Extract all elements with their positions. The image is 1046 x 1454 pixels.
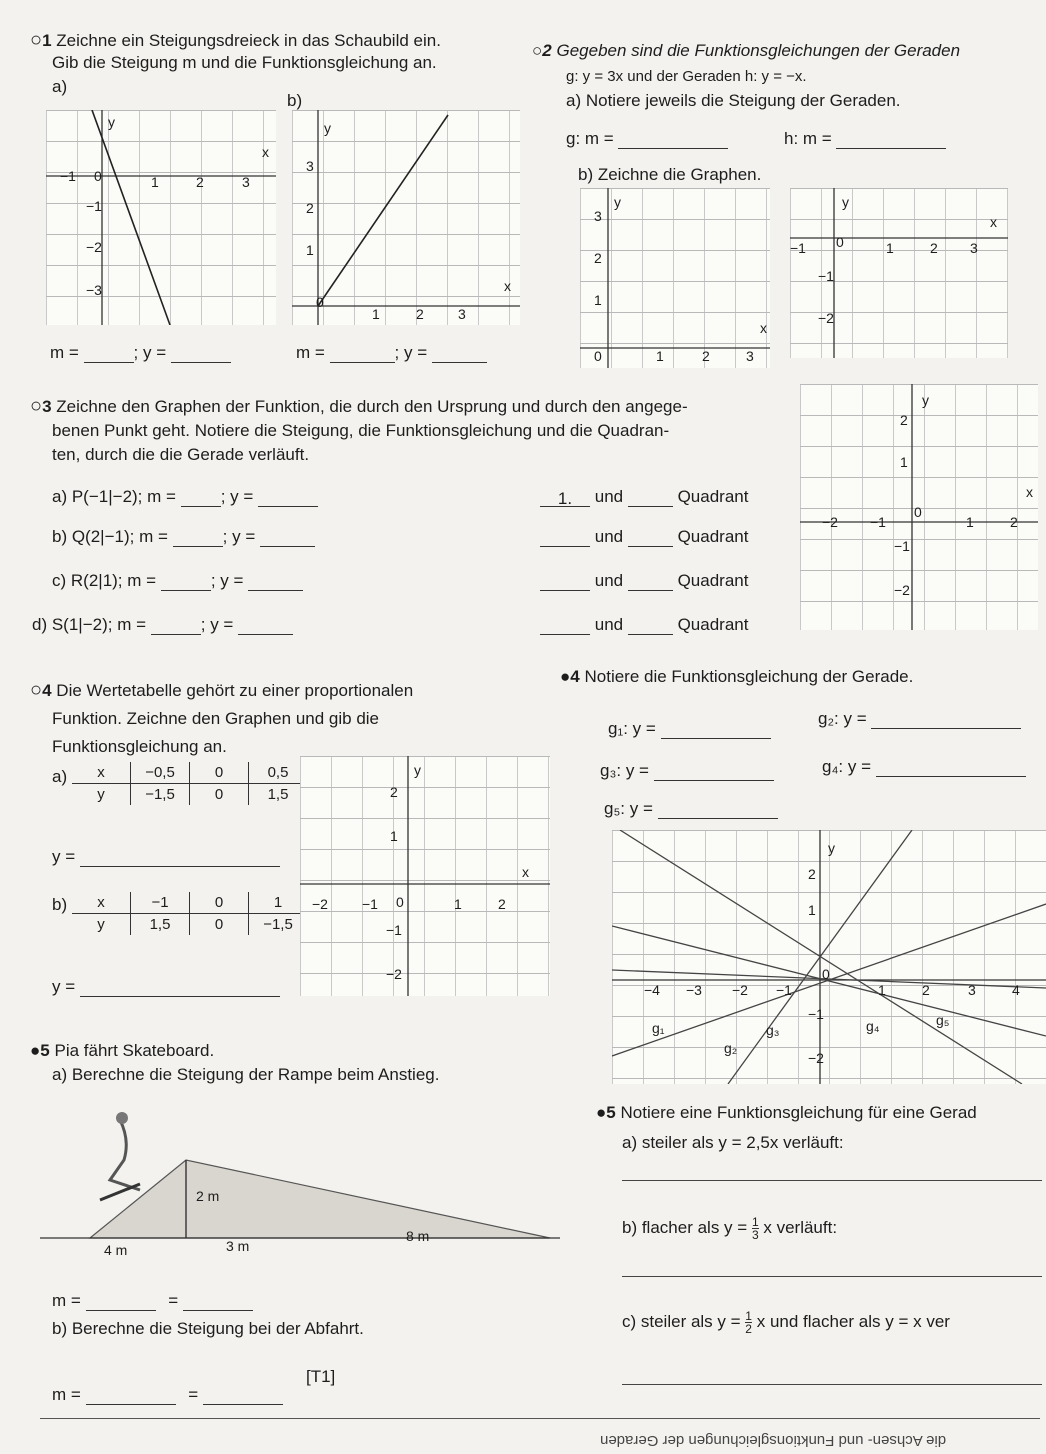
axis-x-label: x [1026, 484, 1033, 500]
table-cell: 0 [190, 892, 249, 914]
axis-x-label: x [990, 214, 997, 230]
tick: 3 [746, 348, 754, 364]
m-blank[interactable] [161, 572, 211, 591]
task4a-b-answer: y = [52, 976, 280, 997]
tick: −1 [870, 514, 886, 530]
tick: −2 [386, 966, 402, 982]
task2-b: b) Zeichne die Graphen. [578, 165, 762, 184]
value-table-a [72, 762, 307, 805]
tick: 0 [316, 294, 324, 310]
tick: −2 [894, 582, 910, 598]
task5a-a: a) Berechne die Steigung der Rampe beim Anstieg. [52, 1065, 440, 1084]
g-m-blank[interactable] [618, 130, 728, 149]
tick: 2 [306, 200, 314, 216]
tick: 1 [878, 982, 886, 998]
task1-a-label: a) [52, 77, 68, 96]
task4b-header: ●4 Notiere die Funktionsgleichung der Gerade. [560, 667, 914, 686]
table-cell: x [72, 892, 131, 914]
task3-line2: benen Punkt geht. Notiere die Steigung, die Funktionsgleichung und die Quadran- [52, 421, 670, 440]
dim-top: 3 m [226, 1238, 250, 1254]
m-blank[interactable] [86, 1292, 156, 1311]
tick: 2 [930, 240, 938, 256]
g5-answer: g₅: y = [604, 798, 778, 819]
task1-a-answer: m = ; y = [50, 342, 231, 363]
task2-h-m: h: m = [784, 128, 946, 149]
table-cell: 0 [190, 784, 249, 806]
task4a-line2: Funktion. Zeichne den Graphen und gib die [52, 709, 380, 728]
task3-row-a: a) P(−1|−2); m = ; y = [52, 486, 318, 507]
tick: −1 [60, 168, 76, 184]
fraction-one-third: $\frac{1}{3}$ [751, 1215, 759, 1242]
g2-answer: g₂: y = [818, 708, 1021, 729]
line-label-g2: g₂ [724, 1040, 738, 1056]
tick: 3 [970, 240, 978, 256]
tick: −2 [818, 310, 834, 326]
footer-line [40, 1418, 1040, 1419]
axis-x-label: x [262, 144, 269, 160]
task5b-a: a) steiler als y = 2,5x verläuft: [622, 1133, 844, 1152]
tick: 1 [656, 348, 664, 364]
y-blank[interactable] [258, 488, 318, 507]
table-cell: 0 [190, 914, 249, 936]
tick: −1 [776, 982, 792, 998]
line-label-g1: g₁ [652, 1020, 665, 1036]
tick: 0 [594, 348, 602, 364]
task3-grid[interactable] [800, 384, 1038, 630]
tick: −2 [822, 514, 838, 530]
tick: 2 [900, 412, 908, 428]
task5a-a-answer: m = = [52, 1290, 253, 1311]
task4b-title: Notiere die Funktionsgleichung der Gerade. [584, 667, 914, 686]
fraction-one-half: $\frac{1}{2}$ [745, 1309, 752, 1336]
y-blank[interactable] [871, 710, 1021, 729]
tick: −1 [362, 896, 378, 912]
quadrant-blank[interactable] [540, 616, 590, 635]
task4a-line1: Die Wertetabelle gehört zu einer proportionalen [56, 681, 414, 700]
task4a-line3: Funktionsgleichung an. [52, 737, 227, 756]
quadrant-blank[interactable] [628, 488, 673, 507]
table-cell: 0,5 [249, 762, 308, 784]
tick: 0 [94, 168, 102, 184]
axis-y-label: y [614, 194, 621, 210]
g1-answer: g₁: y = [608, 718, 771, 739]
dim-down: 8 m [406, 1228, 430, 1244]
m-blank[interactable] [330, 344, 395, 363]
y-blank[interactable] [80, 848, 280, 867]
dim-height: 2 m [196, 1188, 220, 1204]
task2-right-grid[interactable] [790, 188, 1008, 358]
g3-answer: g₃: y = [600, 760, 774, 781]
dim-up: 4 m [104, 1242, 128, 1258]
y-blank[interactable] [260, 528, 315, 547]
y-blank[interactable] [80, 978, 280, 997]
table-cell: 1,5 [267, 786, 289, 803]
tick: 1 [454, 896, 462, 912]
tick: 1 [900, 454, 908, 470]
axis-y-label: y [922, 392, 929, 408]
table-cell: −0,5 [131, 762, 190, 784]
tick: 3 [594, 208, 602, 224]
tick: 0 [396, 894, 404, 910]
line-label-g4: g₄ [866, 1018, 880, 1034]
tick: 1 [390, 828, 398, 844]
tick: −2 [732, 982, 748, 998]
quadrant-blank[interactable]: 1. [540, 488, 590, 507]
y-blank[interactable] [248, 572, 303, 591]
value-table-b [72, 892, 307, 935]
task1-b-answer: m = ; y = [296, 342, 487, 363]
tick: −1 [808, 1006, 824, 1022]
g4-answer: g₄: y = [822, 756, 1026, 777]
lines-plot [612, 830, 1046, 1084]
axis-y-label: y [842, 194, 849, 210]
task1-header: ○1 Zeichne ein Steigungsdreieck in das Schaubild ein. [30, 29, 441, 51]
result-blank[interactable] [183, 1292, 253, 1311]
task3-quadrant-a: 1. und Quadrant [540, 486, 748, 507]
tick: 1 [808, 902, 816, 918]
footer-mirrored-text: die Achsen- und Funktionsgleichungen der Geraden [600, 1432, 947, 1449]
tick: −1 [894, 538, 910, 554]
table-cell: 1 [249, 892, 308, 914]
tick: 2 [922, 982, 930, 998]
m-blank[interactable] [84, 344, 134, 363]
task3-quadrant-b: und Quadrant [540, 526, 748, 547]
tick: 1 [306, 242, 314, 258]
quadrant-blank[interactable] [540, 572, 590, 591]
task2-a: a) Notiere jeweils die Steigung der Geraden. [566, 91, 901, 110]
task3-row-c: c) R(2|1); m = ; y = [52, 570, 303, 591]
axis-y-label: y [108, 114, 115, 130]
tick: −2 [86, 239, 102, 255]
tick: −2 [808, 1050, 824, 1066]
task1-b-label: b) [287, 91, 303, 110]
m-blank[interactable] [151, 616, 201, 635]
y-blank[interactable] [661, 720, 771, 739]
tick: 4 [1012, 982, 1020, 998]
tick: −3 [686, 982, 702, 998]
table-cell: x [72, 762, 131, 784]
task4a-a-label: a) [52, 767, 68, 786]
answer-line[interactable] [622, 1276, 1042, 1277]
table-cell: −1 [131, 892, 190, 914]
task5b-b: b) flacher als y = $\frac{1}{3}$ x verläuft: [622, 1215, 838, 1242]
task4a-a-answer: y = [52, 846, 280, 867]
tick: 3 [306, 158, 314, 174]
task5a-b: b) Berechne die Steigung bei der Abfahrt. [52, 1319, 364, 1338]
task3-quadrant-d: und Quadrant [540, 614, 748, 635]
tick: 2 [702, 348, 710, 364]
task2-equations: g: y = 3x und der Geraden h: y = −x. [566, 68, 807, 85]
axis-x-label: x [760, 320, 767, 336]
y-blank[interactable] [658, 800, 778, 819]
table-cell: 0 [190, 762, 249, 784]
tick: −4 [644, 982, 660, 998]
task3-row-b: b) Q(2|−1); m = ; y = [52, 526, 315, 547]
task5a-title: Pia fährt Skateboard. [54, 1041, 215, 1060]
task5a-header: ●5 Pia fährt Skateboard. [30, 1041, 215, 1060]
task1-a-grid[interactable] [46, 110, 276, 325]
tick: 3 [242, 174, 250, 190]
tick: 2 [1010, 514, 1018, 530]
tick: 2 [416, 306, 424, 322]
table-cell: −1,5 [263, 916, 293, 933]
task4b-grid[interactable] [612, 830, 1046, 1084]
task3-row-d: d) S(1|−2); m = ; y = [32, 614, 293, 635]
y-blank[interactable] [171, 344, 231, 363]
table-cell: y [72, 914, 131, 936]
tick: 1 [151, 174, 159, 190]
tick: 3 [968, 982, 976, 998]
axis-x-label: x [504, 278, 511, 294]
quadrant-blank[interactable] [628, 616, 673, 635]
tick: −2 [312, 896, 328, 912]
tick: 2 [196, 174, 204, 190]
tick: 2 [498, 896, 506, 912]
axis-y-label: y [324, 120, 331, 136]
quadrant-blank[interactable] [540, 528, 590, 547]
line-label-g3: g₃ [766, 1022, 780, 1038]
quadrant-blank[interactable] [628, 528, 673, 547]
task3-line3: ten, durch die die Gerade verläuft. [52, 445, 310, 464]
tick: 3 [458, 306, 466, 322]
m-blank[interactable] [181, 488, 221, 507]
tick: 0 [822, 966, 830, 982]
tick: 1 [886, 240, 894, 256]
task2-g-m: g: m = [566, 128, 728, 149]
task5b-header: ●5 Notiere eine Funktionsgleichung für eine Gerad [596, 1103, 977, 1122]
task2-title: Gegeben sind die Funktionsgleichungen der Geraden [556, 41, 961, 60]
axis-x-label: x [522, 864, 529, 880]
task5a-b-answer: m = = [52, 1384, 283, 1405]
task3-quadrant-c: und Quadrant [540, 570, 748, 591]
task4a-grid[interactable] [300, 756, 550, 996]
ramp-illustration [40, 1110, 570, 1260]
line-label-g5: g₅ [936, 1012, 950, 1028]
tick: −1 [818, 268, 834, 284]
tick: 2 [594, 250, 602, 266]
task2-header: ○2 Gegeben sind die Funktionsgleichungen der Geraden [532, 41, 961, 60]
task2-left-grid[interactable] [580, 188, 770, 368]
table-cell: 1,5 [131, 914, 190, 936]
tick: 1 [594, 292, 602, 308]
result-blank[interactable] [203, 1386, 283, 1405]
task5b-c: c) steiler als y = $\frac{1}{2}$ x und flacher als y = x ver [622, 1309, 950, 1336]
axis-y-label: y [414, 762, 421, 778]
m-blank[interactable] [86, 1386, 176, 1405]
tick: −1 [386, 922, 402, 938]
task4a-b-label: b) [52, 895, 68, 914]
tick: 2 [808, 866, 816, 882]
table-cell: −1,5 [131, 784, 190, 806]
tick: −3 [86, 282, 102, 298]
table-cell: y [72, 784, 131, 806]
task4a-header: ○4 Die Wertetabelle gehört zu einer proportionalen [30, 679, 414, 701]
tick: 0 [836, 234, 844, 250]
tick: −1 [790, 240, 806, 256]
task3-line1: Zeichne den Graphen der Funktion, die durch den Ursprung und durch den angege- [56, 397, 688, 416]
y-blank[interactable] [238, 616, 293, 635]
m-blank[interactable] [173, 528, 223, 547]
tick: 1 [966, 514, 974, 530]
task1-title: Zeichne ein Steigungsdreieck in das Schaubild ein. [56, 31, 441, 50]
answer-line[interactable] [622, 1384, 1042, 1385]
stamp-label: [T1] [306, 1367, 336, 1386]
axis-y-label: y [828, 840, 835, 856]
quadrant-blank[interactable] [628, 572, 673, 591]
tick: 0 [914, 504, 922, 520]
y-blank[interactable] [654, 762, 774, 781]
task1-b-grid[interactable] [292, 110, 520, 325]
answer-line[interactable] [622, 1180, 1042, 1181]
y-blank[interactable] [876, 758, 1026, 777]
task3-header: ○3 Zeichne den Graphen der Funktion, die durch den Ursprung und durch den angege- [30, 395, 688, 417]
tick: −1 [86, 198, 102, 214]
task1-subtitle: Gib die Steigung m und die Funktionsgleichung an. [52, 53, 437, 72]
tick: 2 [390, 784, 398, 800]
y-blank[interactable] [432, 344, 487, 363]
h-m-blank[interactable] [836, 130, 946, 149]
tick: 1 [372, 306, 380, 322]
task5b-title: Notiere eine Funktionsgleichung für eine Gerad [620, 1103, 977, 1122]
